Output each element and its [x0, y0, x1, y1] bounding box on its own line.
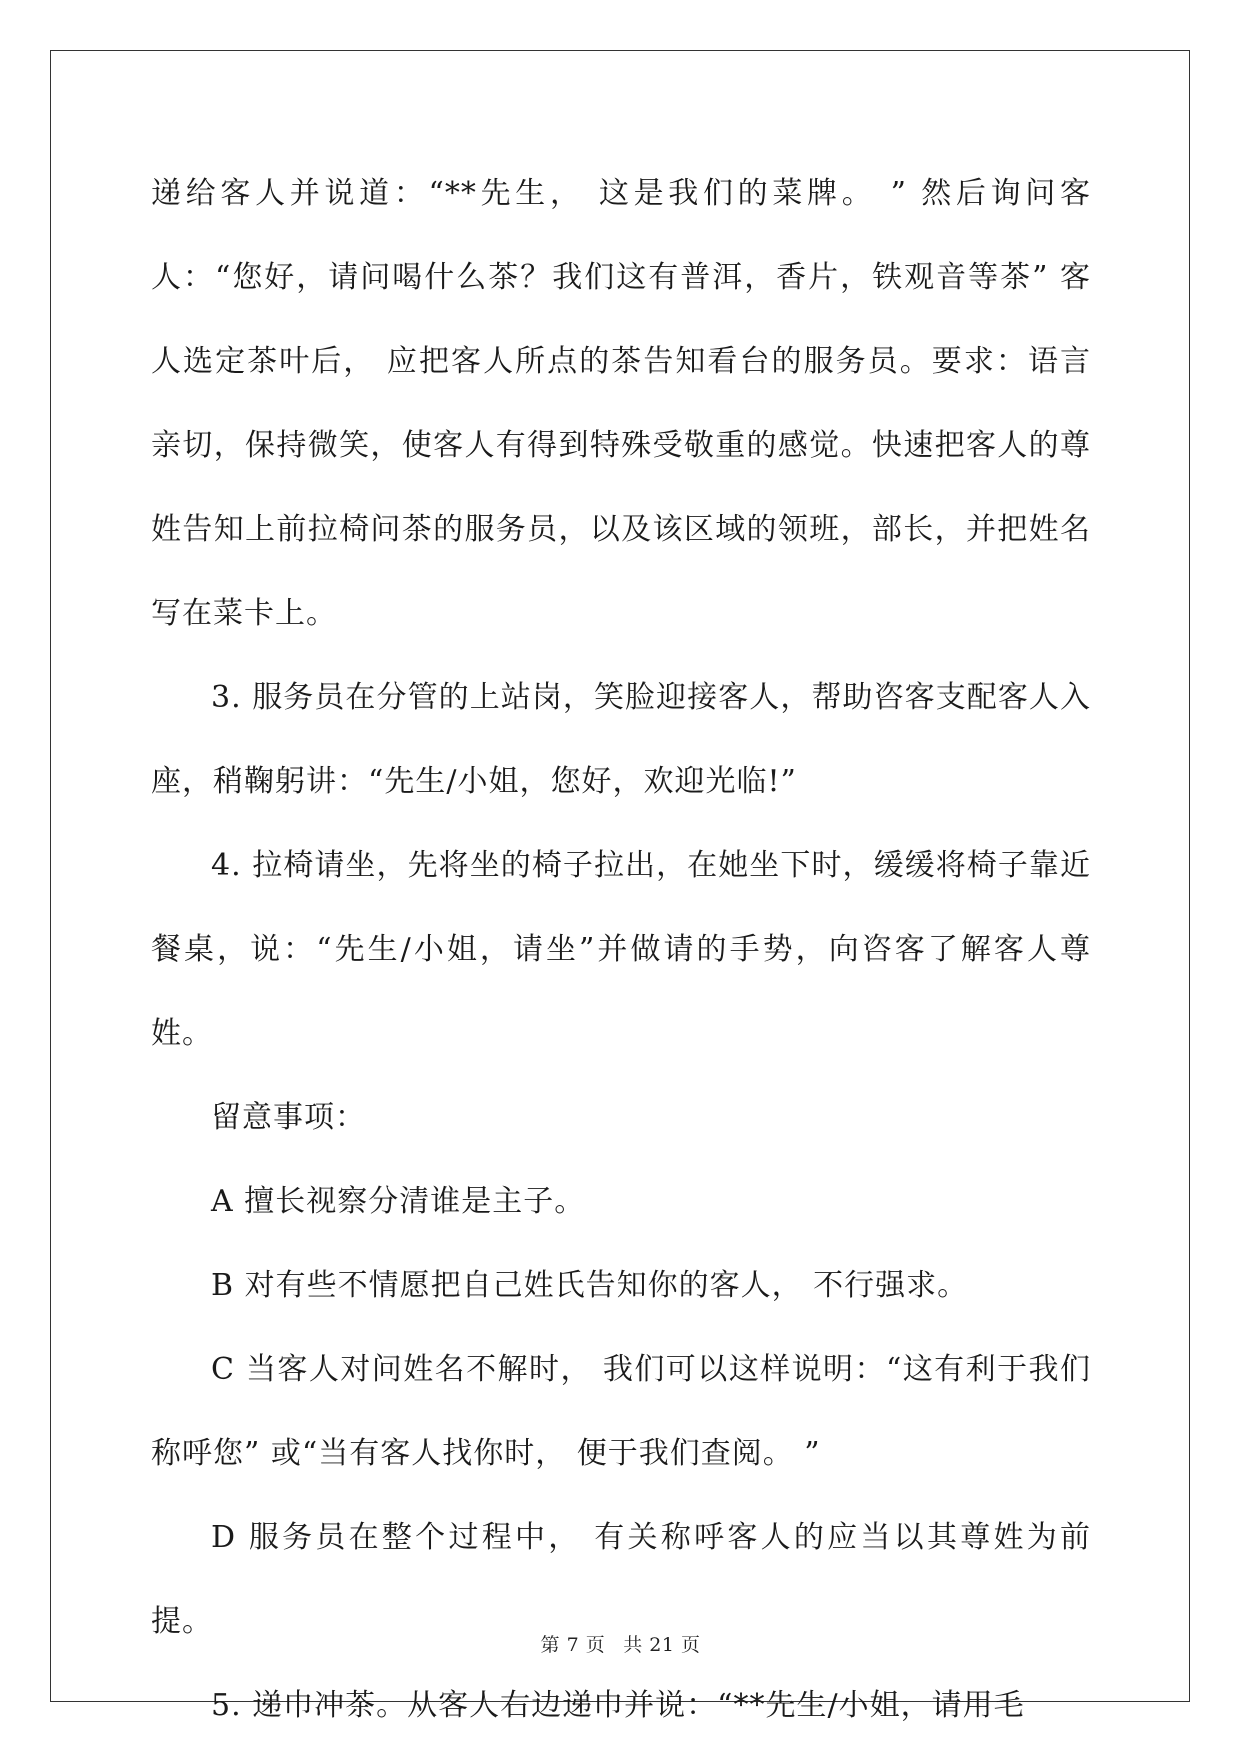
page-total: 共 21 页 [623, 1634, 701, 1656]
paragraph-8: D 服务员在整个过程中， 有关称呼客人的应当以其尊姓为前提。 [151, 1520, 1091, 1639]
document-body [151, 152, 1091, 1748]
paragraph-7: C 当客人对问姓名不解时， 我们可以这样说明：“这有利于我们称呼您” 或“当有客人找你时， 便于我们查阅。 ” [151, 1352, 1091, 1471]
paragraph-2: 3. 服务员在分管的上站岗，笑脸迎接客人，帮助咨客支配客人入座，稍鞠躬讲：“先生/小姐，您好，欢迎光临!” [151, 680, 1091, 799]
paragraph-4: 留意事项： [211, 1100, 366, 1135]
paragraph-5: A 擅长视察分清谁是主子。 [211, 1184, 586, 1219]
page-footer [0, 1630, 1241, 1657]
paragraph-6: B 对有些不情愿把自己姓氏告知你的客人， 不行强求。 [211, 1268, 969, 1303]
paragraph-1: 递给客人并说道：“**先生， 这是我们的菜牌。 ” 然后询问客人：“您好，请问喝什么茶？我们这有普洱，香片，铁观音等茶” 客人选定茶叶后， 应把客人所点的茶告知看台的服务员。要求：语言亲切，保持微笑，使客人有得到特殊受敬重的感觉。快速把客人的尊姓告知上前拉椅问茶的服务员，以及该区域的领班，部长，并把姓名写在菜卡上。 [151, 176, 1091, 631]
page-number: 第 7 页 [540, 1634, 606, 1656]
paragraph-9: 5. 递巾冲茶。从客人右边递巾并说：“**先生/小姐，请用毛 [211, 1688, 1025, 1723]
paragraph-3: 4. 拉椅请坐，先将坐的椅子拉出，在她坐下时，缓缓将椅子靠近餐桌，说：“先生/小姐，请坐”并做请的手势，向咨客了解客人尊姓。 [151, 848, 1091, 1051]
